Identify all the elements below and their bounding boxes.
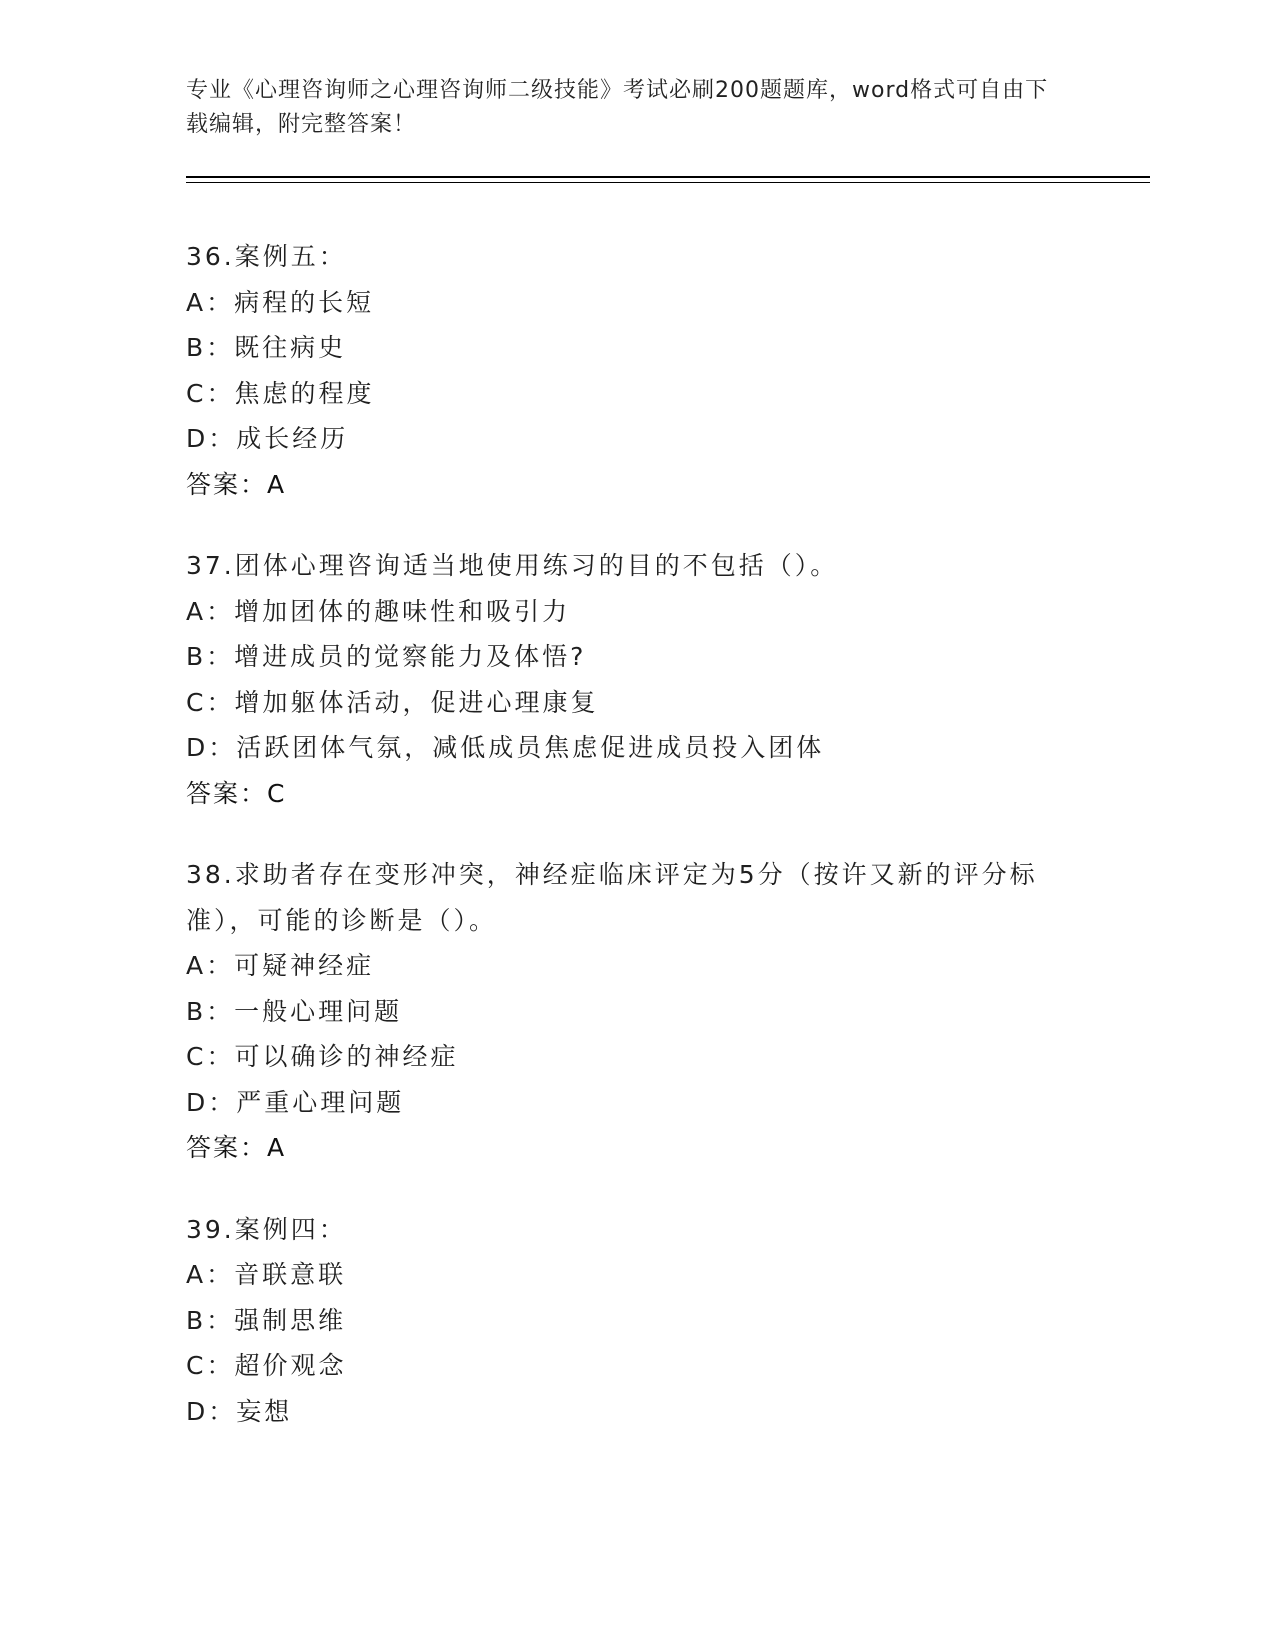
option-d: D：活跃团体气氛，减低成员焦虑促进成员投入团体 — [186, 733, 825, 762]
question-stem: 38.求助者存在变形冲突，神经症临床评定为5分（按许又新的评分标准），可能的诊断是（）。 — [186, 860, 1038, 935]
question-stem: 39.案例四： — [186, 1214, 347, 1244]
option-a: A：可疑神经症 — [186, 951, 375, 980]
option-a: A：音联意联 — [186, 1260, 347, 1289]
option-a: A：病程的长短 — [186, 287, 375, 317]
option-d: D：严重心理问题 — [186, 1087, 405, 1117]
option-b: B：强制思维 — [186, 1305, 347, 1335]
question-stem: 36.案例五： — [186, 242, 347, 271]
question-38 — [186, 852, 1086, 1171]
option-c: C：超价观念 — [186, 1351, 347, 1380]
option-b: B：既往病史 — [186, 333, 347, 362]
option-c: C：焦虑的程度 — [186, 378, 375, 408]
option-d: D：成长经历 — [186, 424, 349, 453]
option-a: A：增加团体的趣味性和吸引力 — [186, 596, 571, 626]
option-b: B：一般心理问题 — [186, 996, 403, 1026]
answer-text: 答案：C — [186, 778, 287, 808]
question-37 — [186, 543, 1086, 816]
option-d: D：妄想 — [186, 1396, 293, 1426]
question-stem: 37.团体心理咨询适当地使用练习的目的不包括（）。 — [186, 551, 839, 580]
header-intro: 专业《心理咨询师之心理咨询师二级技能》考试必刷200题题库，word格式可自由下载编辑，附完整答案！ — [186, 78, 1049, 137]
answer-text: 答案：A — [186, 1133, 287, 1162]
question-list — [186, 234, 1086, 1470]
header-rule-thin — [186, 182, 1150, 183]
answer-text: 答案：A — [186, 469, 287, 499]
question-39 — [186, 1207, 1086, 1435]
option-b: B：增进成员的觉察能力及体悟? — [186, 642, 587, 671]
option-c: C：增加躯体活动，促进心理康复 — [186, 687, 599, 717]
option-c: C：可以确诊的神经症 — [186, 1042, 459, 1071]
question-36 — [186, 234, 1086, 507]
header-rule-thick — [186, 176, 1150, 178]
